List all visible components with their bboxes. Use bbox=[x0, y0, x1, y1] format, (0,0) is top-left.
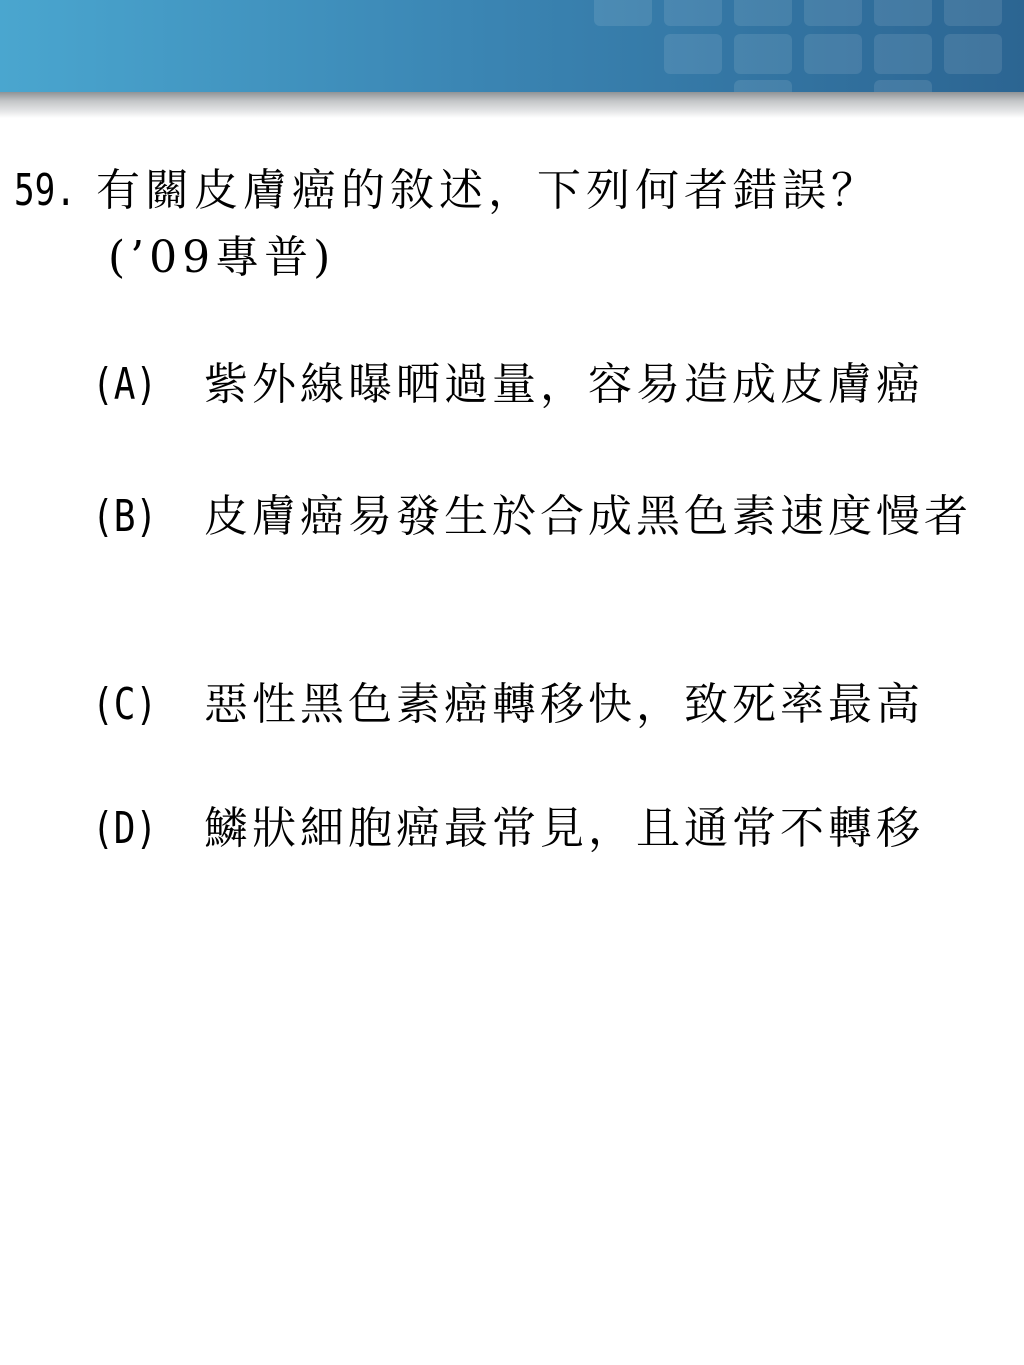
option-c-text: 惡性黑色素癌轉移快，致死率最高 bbox=[204, 679, 924, 730]
question-source: (’09專普) bbox=[108, 232, 336, 283]
option-d-label: (D) bbox=[92, 803, 158, 854]
option-d-text: 鱗狀細胞癌最常見，且通常不轉移 bbox=[204, 803, 924, 854]
option-b-label: (B) bbox=[92, 491, 158, 542]
question-text: 有關皮膚癌的敘述，下列何者錯誤？ bbox=[96, 165, 880, 216]
header-decoration bbox=[564, 0, 1024, 92]
question-number: 59. bbox=[14, 165, 76, 216]
header-shadow bbox=[0, 92, 1024, 118]
option-a-text: 紫外線曝晒過量，容易造成皮膚癌 bbox=[204, 359, 924, 410]
option-a-label: (A) bbox=[92, 359, 158, 410]
option-b-text: 皮膚癌易發生於合成黑色素速度慢者 bbox=[204, 491, 972, 542]
option-c-label: (C) bbox=[92, 679, 158, 730]
header-bar bbox=[0, 0, 1024, 92]
